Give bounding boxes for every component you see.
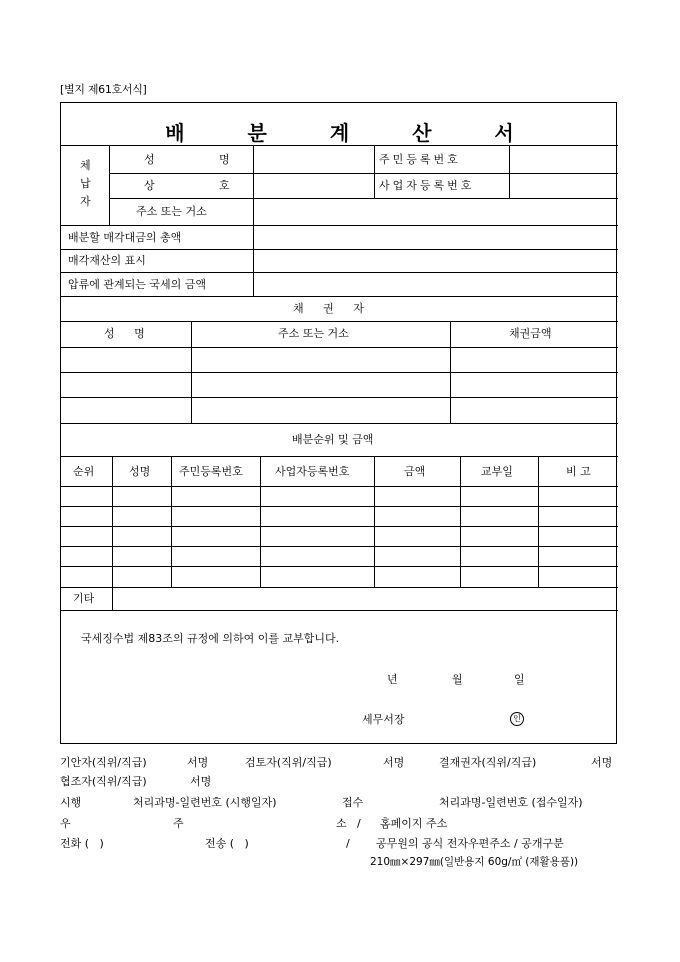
- divider: [61, 225, 618, 226]
- email-label: 공무원의 공식 전자우편주소 / 공개구분: [376, 837, 564, 850]
- divider: [260, 456, 261, 587]
- column-header: 교부일: [481, 465, 513, 478]
- paper-spec: 210㎜×297㎜(일반용지 60g/㎡ (재활용품)): [370, 856, 579, 868]
- divider: [374, 456, 375, 587]
- column-header: 순위: [73, 465, 95, 478]
- footer-line-4: [60, 817, 448, 830]
- total-proceeds-label: 배분할 매각대금의 총액: [68, 231, 182, 244]
- name-label-b: 명: [219, 153, 230, 166]
- date-year: 년: [387, 673, 398, 686]
- fax-label: 전송 ( ): [205, 837, 249, 850]
- divider: [109, 145, 110, 225]
- address-label-start: 주: [173, 817, 184, 830]
- separator: /: [346, 837, 350, 850]
- footer-line-1: [60, 756, 613, 769]
- divider: [61, 546, 618, 547]
- address-label: 주소 또는 거소: [136, 205, 207, 218]
- postal-label: 우: [60, 817, 71, 830]
- tax-amount-label: 압류에 관계되는 국세의 금액: [68, 278, 207, 291]
- footer-line-2: [60, 775, 212, 788]
- process-number-receipt-label: 처리과명-일련번호 (접수일자): [439, 796, 583, 809]
- divider: [61, 506, 618, 507]
- divider: [61, 566, 618, 567]
- divider: [61, 272, 618, 273]
- divider: [253, 225, 254, 296]
- sign-label: 서명: [591, 756, 613, 769]
- enforce-label: 시행: [60, 796, 82, 809]
- sign-label: 서명: [383, 756, 405, 769]
- separator: /: [357, 817, 361, 830]
- divider: [109, 198, 618, 199]
- phone-label: 전화 ( ): [60, 837, 104, 850]
- column-header: 성명: [129, 465, 151, 478]
- drafter-label: 기안자(직위/직급): [60, 756, 147, 769]
- divider: [61, 249, 618, 250]
- address-label-end: 소: [336, 817, 347, 830]
- homepage-label: 홈페이지 주소: [380, 817, 448, 830]
- divider: [112, 456, 113, 587]
- approver-label: 결재권자(직위/직급): [439, 756, 537, 769]
- receipt-label: 접수: [342, 796, 364, 809]
- process-number-label: 처리과명-일련번호 (시행일자): [133, 796, 277, 809]
- divider: [61, 587, 618, 588]
- creditor-name-header: 성 명: [104, 327, 153, 340]
- column-header: 금액: [404, 465, 426, 478]
- divider: [61, 296, 618, 297]
- divider: [61, 321, 618, 322]
- sign-label: 서명: [190, 775, 212, 788]
- cooperator-label: 협조자(직위/직급): [60, 775, 147, 788]
- creditor-address-header: 주소 또는 거소: [278, 327, 349, 340]
- divider: [112, 587, 113, 610]
- date-day: 일: [514, 673, 525, 686]
- divider: [61, 347, 618, 348]
- divider: [253, 145, 254, 225]
- taxpayer-label-3: 자: [80, 195, 91, 208]
- divider: [109, 173, 618, 174]
- calculation-form: [60, 102, 617, 744]
- divider: [61, 486, 618, 487]
- divider: [374, 145, 375, 198]
- sign-label: 서명: [187, 756, 209, 769]
- footer-line-5: [60, 837, 564, 850]
- divider: [460, 456, 461, 587]
- form-title: 배 분 계 산 서: [165, 121, 542, 145]
- form-number: [별지 제61호서식]: [60, 83, 147, 96]
- business-name-label-b: 호: [219, 179, 230, 192]
- divider: [61, 423, 618, 424]
- divider: [191, 321, 192, 423]
- divider: [450, 321, 451, 423]
- business-name-label-a: 상: [144, 179, 155, 192]
- reviewer-label: 검토자(직위/직급): [245, 756, 332, 769]
- signer-title: 세무서장: [362, 713, 405, 726]
- divider: [538, 456, 539, 587]
- seal-icon: 인: [510, 712, 524, 726]
- name-label-a: 성: [144, 153, 155, 166]
- creditors-section-title: 채 권 자: [293, 302, 372, 315]
- divider: [61, 145, 618, 146]
- resident-number-label: 주민등록번호: [379, 153, 461, 166]
- column-header: 주민등록번호: [179, 465, 243, 478]
- taxpayer-label-2: 납: [80, 177, 91, 190]
- divider: [509, 145, 510, 198]
- taxpayer-label-1: 체: [80, 159, 91, 172]
- divider: [61, 372, 618, 373]
- divider: [61, 526, 618, 527]
- seal-mark: [510, 712, 524, 726]
- footer-line-3: [60, 796, 583, 809]
- column-header: 사업자등록번호: [275, 465, 350, 478]
- divider: [171, 456, 172, 587]
- divider: [61, 610, 618, 611]
- divider: [61, 397, 618, 398]
- business-number-label: 사업자등록번호: [379, 179, 475, 192]
- property-display-label: 매각재산의 표시: [68, 254, 146, 267]
- divider: [61, 456, 618, 457]
- legal-statement: 국세징수법 제83조의 규정에 의하여 이를 교부합니다.: [81, 632, 340, 645]
- creditor-amount-header: 채권금액: [509, 327, 552, 340]
- distribution-section-title: 배분순위 및 금액: [292, 433, 374, 446]
- column-header: 비 고: [566, 465, 591, 478]
- other-label: 기타: [73, 592, 95, 605]
- date-month: 월: [452, 673, 463, 686]
